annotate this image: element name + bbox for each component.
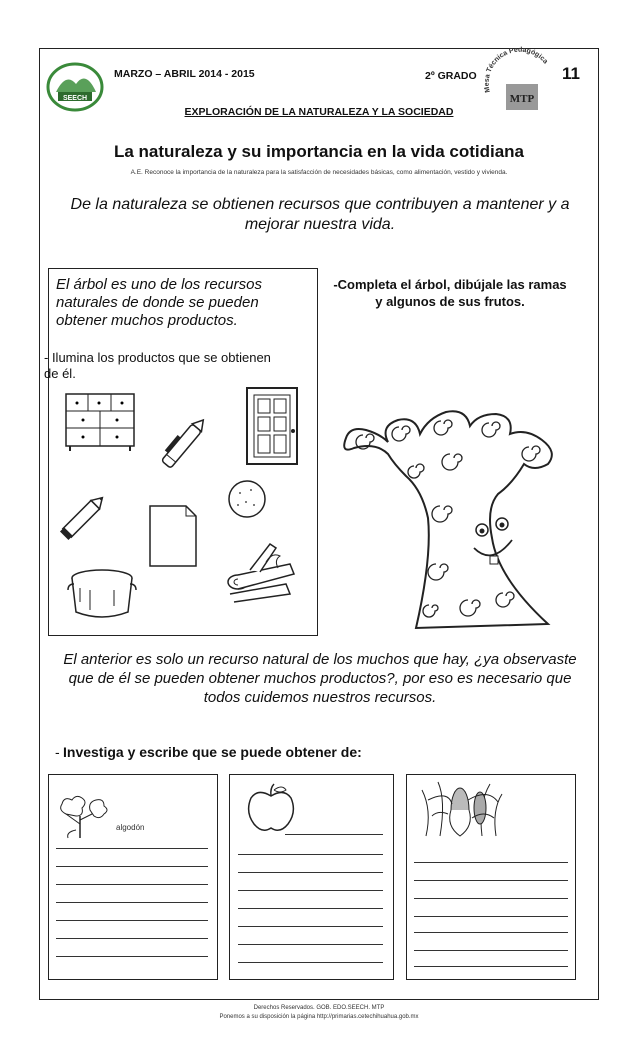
paper-icon[interactable] xyxy=(146,504,198,573)
pot-icon[interactable] xyxy=(66,566,138,629)
investigate-label: Investiga y escribe que se puede obtener de: xyxy=(63,744,362,760)
learning-expectation: A.E. Reconoce la importancia de la naturaleza para la satisfacción de necesidades básicas, como alimentación, vestido y vivienda. xyxy=(130,169,508,176)
cotton-label: algodón xyxy=(116,823,145,832)
mtp-logo-initials: MTP xyxy=(509,93,535,105)
cotton-icon xyxy=(54,790,110,845)
apple-icon xyxy=(246,782,296,839)
footer-line-1: Derechos Reservados. GOB. EDO.SEECH. MTP xyxy=(253,1005,385,1011)
page-number: 11 xyxy=(562,64,580,83)
pen-icon[interactable] xyxy=(152,412,216,479)
investigate-dash: - xyxy=(55,744,60,760)
seech-logo-text: SEECH xyxy=(62,95,88,102)
grade: 2º GRADO xyxy=(425,70,477,82)
mtp-logo-text: Mesa Técnica Pedagógica xyxy=(483,46,549,94)
corn-icon xyxy=(418,780,504,843)
footer xyxy=(0,1004,638,1022)
lead-text: De la naturaleza se obtienen recursos que contribuyen a mantener y a mejorar nuestra vida. xyxy=(70,196,570,233)
tree-task: -Completa el árbol, dibújale las ramas y algunos de sus frutos. xyxy=(333,277,567,309)
footer-line-2: Ponemos a su disposición la página http://primarias.cetechihuahua.gob.mx xyxy=(219,1014,419,1020)
box-instruction: - Ilumina los productos que se obtienen de él. xyxy=(44,350,271,381)
firewood-icon[interactable] xyxy=(220,540,300,607)
pencil-icon[interactable] xyxy=(56,488,112,549)
tree-drawing[interactable] xyxy=(336,398,572,635)
door-icon[interactable] xyxy=(245,386,301,471)
period: MARZO – ABRIL 2014 - 2015 xyxy=(114,68,255,80)
subject-title: EXPLORACIÓN DE LA NATURALEZA Y LA SOCIEDAD xyxy=(184,106,454,118)
box-intro: El árbol es uno de los recursos naturales de donde se pueden obtener muchos productos. xyxy=(56,276,262,329)
dresser-icon[interactable] xyxy=(64,392,136,457)
seech-logo xyxy=(46,62,104,112)
page-title: La naturaleza y su importancia en la vida cotidiana xyxy=(113,142,525,161)
closing-paragraph: El anterior es solo un recurso natural de los muchos que hay, ¿ya observaste que de él se pueden obtener muchos productos?, por eso es necesario que todos cuidemos nuestros recursos. xyxy=(63,651,577,706)
orange-icon[interactable] xyxy=(226,478,268,525)
